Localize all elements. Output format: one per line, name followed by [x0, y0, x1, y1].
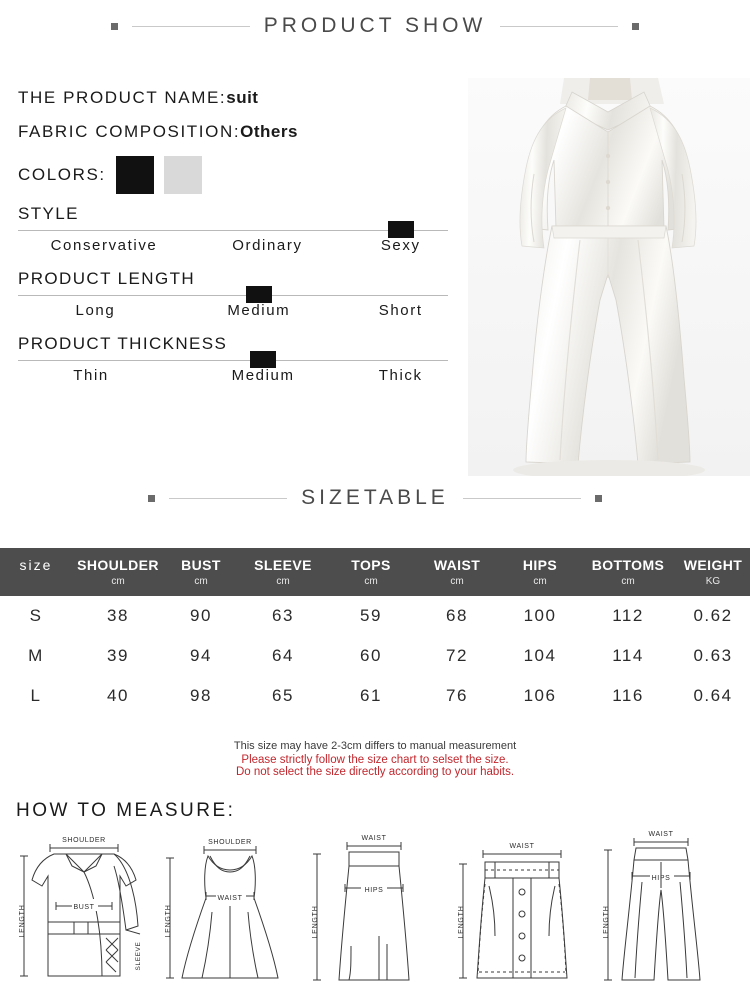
scale-bar [18, 360, 448, 361]
product-name-label: THE PRODUCT NAME: [18, 88, 227, 107]
section-header-product-show [0, 14, 750, 38]
size-table [0, 548, 750, 716]
cell-size: S [29, 606, 43, 625]
column-header-waist: WAIST [414, 548, 500, 576]
cell-tops: 59 [360, 606, 382, 625]
column-header-hips: HIPS [500, 548, 580, 576]
column-header-sleeve: SLEEVE [238, 548, 328, 576]
cell-hips: 100 [523, 606, 557, 625]
color-swatch-white[interactable] [164, 156, 202, 194]
scale-option: Medium [227, 302, 291, 319]
scale-option: Long [75, 302, 116, 319]
section-title: PRODUCT SHOW [263, 14, 487, 37]
section-title: SIZETABLE [301, 486, 449, 509]
svg-text:BUST: BUST [73, 904, 95, 911]
divider-line [132, 26, 250, 27]
table-row [0, 676, 750, 716]
size-note-line2: Please strictly follow the size chart to selset the size. [241, 754, 509, 766]
scale-product-length [18, 269, 458, 324]
scale-option: Thin [73, 367, 109, 384]
cell-weight: 0.62 [693, 606, 733, 625]
scale-marker [246, 286, 272, 303]
fabric-composition-row [18, 122, 458, 142]
table-row [0, 636, 750, 676]
cell-sleeve: 63 [272, 606, 294, 625]
cell-tops: 60 [360, 646, 382, 665]
cell-sleeve: 65 [272, 686, 294, 705]
scale-option: Conservative [50, 237, 158, 254]
table-row [0, 596, 750, 636]
svg-text:SHOULDER: SHOULDER [62, 837, 106, 844]
decorative-square-icon [148, 495, 155, 502]
cell-bust: 94 [190, 646, 212, 665]
decorative-square-icon [632, 23, 639, 30]
cell-waist: 76 [446, 686, 468, 705]
cell-shoulder: 39 [107, 646, 129, 665]
scale-bar [18, 295, 448, 296]
svg-text:LENGTH: LENGTH [312, 905, 319, 939]
column-header-bust: BUST [164, 548, 238, 576]
colors-row [18, 156, 458, 194]
cell-sleeve: 64 [272, 646, 294, 665]
cell-shoulder: 38 [107, 606, 129, 625]
unit-bust: cm [164, 576, 238, 596]
unit-bottoms: cm [580, 576, 676, 596]
size-note-line1: This size may have 2-3cm differs to manual measurement [233, 740, 517, 752]
measure-figure-dress [160, 826, 300, 996]
svg-text:WAIST: WAIST [648, 831, 674, 838]
divider-line [500, 26, 618, 27]
cell-bottoms: 116 [612, 686, 644, 705]
scale-title: PRODUCT THICKNESS [18, 334, 228, 353]
product-spec-block [18, 88, 458, 389]
svg-text:LENGTH: LENGTH [603, 905, 610, 939]
scale-marker [250, 351, 276, 368]
scale-labels [18, 237, 448, 259]
column-header-tops: TOPS [328, 548, 414, 576]
cell-shoulder: 40 [107, 686, 129, 705]
scale-style [18, 204, 458, 259]
cell-weight: 0.63 [693, 646, 733, 665]
unit-sleeve: cm [238, 576, 328, 596]
cell-bust: 90 [190, 606, 212, 625]
column-header-weight: WEIGHT [676, 548, 750, 576]
how-to-measure-figures [0, 826, 750, 1000]
scale-bar [18, 230, 448, 231]
cell-bottoms: 114 [612, 646, 644, 665]
svg-text:LENGTH: LENGTH [457, 905, 465, 939]
product-name-row [18, 88, 458, 108]
svg-text:SLEEVE: SLEEVE [135, 941, 142, 971]
divider-line [169, 498, 287, 499]
svg-text:LENGTH: LENGTH [164, 904, 172, 938]
scale-option: Medium [231, 367, 295, 384]
column-header-shoulder: SHOULDER [72, 548, 164, 576]
scale-labels [18, 302, 448, 324]
unit-shoulder: cm [72, 576, 164, 596]
cell-tops: 61 [360, 686, 382, 705]
scale-product-thickness [18, 334, 458, 389]
cell-bottoms: 112 [612, 606, 644, 625]
scale-option: Sexy [380, 237, 421, 254]
svg-text:HIPS: HIPS [364, 887, 384, 894]
svg-text:LENGTH: LENGTH [19, 904, 26, 938]
measure-figure-skirt-short [451, 826, 591, 996]
scale-marker [388, 221, 414, 238]
cell-bust: 98 [190, 686, 212, 705]
divider-line [463, 498, 581, 499]
size-note-line3: Do not select the size directly according to your habits. [235, 766, 515, 778]
unit-weight: KG [676, 576, 750, 596]
cell-size: M [28, 646, 44, 665]
svg-text:HIPS: HIPS [651, 875, 671, 882]
fabric-composition-value: Others [240, 122, 298, 141]
unit-waist: cm [414, 576, 500, 596]
svg-text:WAIST: WAIST [509, 843, 534, 850]
how-to-measure-title: HOW TO MEASURE: [16, 800, 236, 821]
color-swatch-black[interactable] [116, 156, 154, 194]
scale-title: STYLE [18, 204, 79, 223]
measure-figure-skirt-long [305, 826, 445, 996]
svg-text:WAIST: WAIST [217, 895, 242, 902]
decorative-square-icon [595, 495, 602, 502]
scale-title: PRODUCT LENGTH [18, 269, 196, 288]
svg-text:WAIST: WAIST [361, 835, 387, 842]
product-name-value: suit [226, 88, 259, 107]
cell-waist: 68 [446, 606, 468, 625]
column-header-bottoms: BOTTOMS [580, 548, 676, 576]
unit-hips: cm [500, 576, 580, 596]
cell-weight: 0.64 [693, 686, 733, 705]
scale-option: Short [378, 302, 423, 319]
scale-labels [18, 367, 448, 389]
size-notes [0, 740, 750, 778]
fabric-composition-label: FABRIC COMPOSITION: [18, 122, 241, 141]
unit-tops: cm [328, 576, 414, 596]
cell-hips: 104 [523, 646, 557, 665]
scale-option: Thick [378, 367, 423, 384]
cell-hips: 106 [523, 686, 557, 705]
size-table-header-row [0, 548, 750, 576]
column-header-size: size [0, 548, 72, 576]
cell-waist: 72 [446, 646, 468, 665]
product-photo [468, 78, 750, 476]
cell-size: L [30, 686, 42, 705]
measure-figure-shirt [14, 826, 154, 996]
colors-label: COLORS: [18, 165, 106, 184]
scale-option: Ordinary [232, 237, 303, 254]
svg-text:SHOULDER: SHOULDER [207, 839, 252, 846]
measure-figure-pants [596, 826, 736, 996]
decorative-square-icon [111, 23, 118, 30]
unit-size [0, 576, 72, 596]
size-table-unit-row [0, 576, 750, 596]
section-header-size-table [0, 486, 750, 510]
